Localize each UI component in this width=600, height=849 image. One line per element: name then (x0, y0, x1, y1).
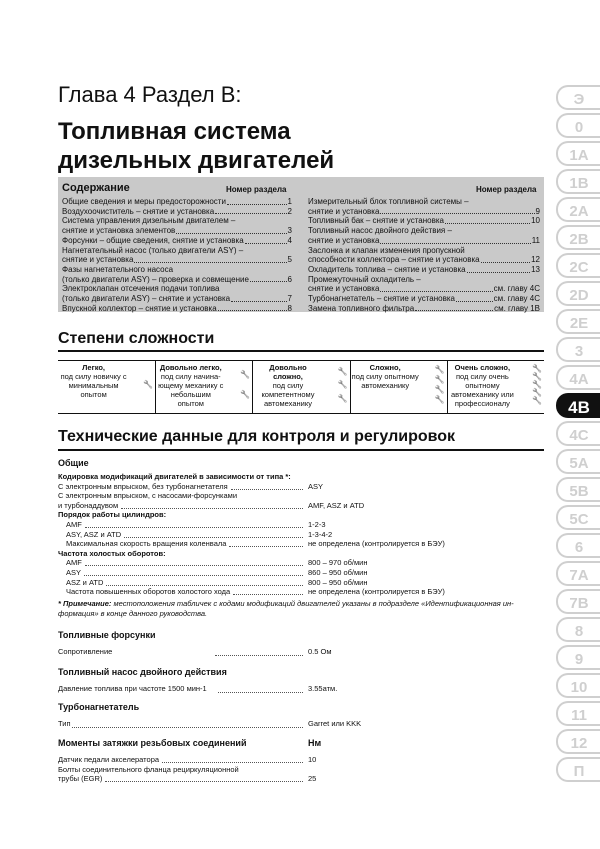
difficulty-description: под силу очень опытному автомеханику или профессионалу (450, 372, 514, 408)
contents-entry-title: Измерительный блок топливной системы – (308, 197, 469, 206)
difficulty-text (449, 363, 516, 408)
contents-entry (62, 265, 292, 275)
footnote (58, 599, 544, 618)
leader-dots (218, 310, 287, 311)
leader-dots (176, 233, 286, 234)
page-title (58, 117, 334, 175)
turbo-value: Garret или KKK (308, 719, 362, 728)
difficulty-description: под силу новичку с минимальным опытом (60, 372, 127, 399)
contents-entry (308, 265, 540, 275)
leader-dots (85, 565, 303, 566)
contents-entry-number: 12 (531, 255, 540, 265)
chapter-tab[interactable]: 2A (556, 197, 600, 222)
contents-entry-number: см. главу 1В (494, 303, 540, 313)
title-line-1: Топливная система (58, 118, 291, 145)
spec-value: 25 (308, 774, 317, 784)
contents-entry (62, 255, 292, 265)
contents-entry-number: 1 (287, 197, 292, 206)
leader-dots (84, 575, 303, 576)
difficulty-level (155, 361, 253, 413)
chapter-tab[interactable]: 2E (556, 309, 600, 334)
contents-entry (308, 207, 540, 217)
leader-dots (380, 243, 530, 244)
chapter-tab[interactable]: 1A (556, 141, 600, 166)
difficulty-label: Довольно легко, (159, 363, 222, 372)
spec-value: 800 – 970 об/мин (308, 558, 368, 568)
spanner-icon: 🔧 (143, 380, 152, 389)
contents-entry (308, 236, 540, 246)
spec-label: трубы (EGR) (58, 774, 103, 784)
contents-entry-number: 9 (535, 206, 540, 216)
chapter-tab[interactable]: 4A (556, 365, 600, 390)
leader-dots (162, 762, 303, 763)
contents-entry-title: Замена топливного фильтра (308, 303, 415, 313)
leader-dots (124, 537, 303, 538)
contents-entry-number: 4 (287, 235, 292, 245)
contents-entry-title: Система управления дизельным двигателем – (62, 216, 236, 226)
specs-rule (58, 449, 544, 451)
spec-value: ASY (308, 481, 324, 491)
chapter-tab[interactable]: 3 (556, 337, 600, 362)
leader-dots (227, 204, 287, 205)
spec-row (58, 774, 544, 783)
leader-dots (231, 489, 303, 490)
spec-value: не определена (контролируется в БЭУ) (308, 587, 445, 597)
contents-entry (308, 197, 540, 207)
spec-label: Частота повышенных оборотов холостого хода (66, 587, 231, 597)
leader-dots (85, 527, 303, 528)
contents-entry-title: Впускной коллектор – снятие и установка (62, 303, 217, 313)
contents-entry-number: 3 (287, 226, 292, 236)
spec-value: 1-3-4-2 (308, 529, 333, 539)
contents-entry-title: Электроклапан отсечения подачи топлива (62, 284, 220, 294)
difficulty-text (157, 363, 224, 408)
difficulty-label: Легко, (82, 363, 106, 372)
chapter-tab[interactable]: 6 (556, 533, 600, 558)
chapter-tab[interactable]: 4B (556, 393, 600, 418)
contents-entry-title: Заслонка и клапан изменения пропускной (308, 245, 465, 255)
spec-value: 800 – 950 об/мин (308, 577, 368, 587)
contents-entry-number: см. главу 4С (493, 284, 540, 294)
spec-row (58, 755, 544, 764)
chapter-tab[interactable]: 5A (556, 449, 600, 474)
spec-row (58, 520, 544, 529)
spec-label: Кодировка модификаций двигателей в зависимости от типа *: (58, 472, 291, 481)
injectors-subheading: Топливные форсунки (58, 630, 156, 640)
leader-dots (229, 546, 303, 547)
chapter-label: Глава 4 Раздел В: (58, 82, 242, 107)
leader-dots (106, 585, 303, 586)
spec-label: Датчик педали акселератора (58, 755, 160, 764)
specs-heading: Технические данные для контроля и регулировок (58, 428, 456, 445)
spec-label: и турбонаддувом (58, 500, 119, 510)
spec-row (58, 491, 544, 500)
chapter-tab[interactable]: 5B (556, 477, 600, 502)
contents-entry-number: 11 (531, 235, 540, 245)
leader-dots (121, 508, 303, 509)
contents-entry-title: Общие сведения и меры предосторожности (62, 197, 226, 206)
chapter-tab[interactable]: 12 (556, 729, 600, 754)
contents-entry (62, 226, 292, 236)
spec-value: не определена (контролируется в БЭУ) (308, 539, 445, 549)
leader-dots (134, 262, 286, 263)
contents-entry-title: Воздухоочиститель – снятие и установка (62, 206, 215, 216)
spec-label: Частота холостых оборотов: (58, 548, 166, 558)
injectors-value: 0.5 Ом (308, 647, 332, 656)
contents-right-column (308, 197, 540, 313)
contents-entry (308, 246, 540, 256)
spec-label: Болты соединительного фланца рециркуляционной (58, 764, 239, 774)
title-line-2: дизельных двигателей (58, 147, 335, 174)
spec-label: С электронным впрыском, с насосами-форсунками (58, 491, 238, 501)
leader-dots (231, 301, 286, 302)
leader-dots (481, 262, 530, 263)
contents-heading: Содержание (62, 182, 130, 194)
difficulty-level (447, 361, 544, 413)
contents-entry-title: снятие и установка элементов (62, 226, 176, 236)
spec-row (58, 510, 544, 519)
contents-entry (62, 284, 292, 294)
chapter-tab[interactable]: 0 (556, 113, 600, 138)
spec-row (58, 568, 544, 577)
contents-entry (308, 255, 540, 265)
spec-label: ASZ и ATD (66, 577, 104, 587)
contents-entry-title: снятие и установка (308, 284, 380, 294)
spec-value: 10 (308, 755, 317, 764)
spec-row (58, 482, 544, 491)
contents-entry (308, 304, 540, 314)
contents-entry (308, 275, 540, 285)
difficulty-text (60, 363, 127, 399)
torque-unit: Нм (308, 738, 322, 748)
difficulty-text (254, 363, 321, 408)
spec-row (58, 501, 544, 510)
contents-entry-number: 10 (531, 216, 540, 226)
difficulty-level (350, 361, 448, 413)
footnote-text: местоположения табличек с кодами модификаций двигателей указаны в подразделе «Идентификационная ин-формация» в конце данного руководства. (58, 599, 514, 618)
spec-row (58, 578, 544, 587)
leader-dots (380, 213, 534, 214)
difficulty-level (252, 361, 350, 413)
chapter-tab[interactable]: 4C (556, 421, 600, 446)
spec-label: ASY (66, 568, 82, 577)
contents-entry (308, 294, 540, 304)
spec-label: С электронным впрыском, без турбонагнетателя (58, 481, 228, 491)
chapter-tab[interactable]: Э (556, 85, 600, 110)
difficulty-text (352, 363, 419, 390)
difficulty-level (58, 361, 156, 413)
contents-entry-title: снятие и установка (308, 235, 380, 245)
contents-entry-number: см. главу 4С (493, 294, 540, 304)
contents-entry-number: 7 (287, 294, 292, 304)
spec-row (58, 558, 544, 567)
spec-label: ASY, ASZ и ATD (66, 529, 122, 539)
leader-dots (456, 301, 493, 302)
leader-dots (445, 223, 530, 224)
leader-dots (233, 594, 303, 595)
contents-entry (308, 226, 540, 236)
contents-entry-title: Турбонагнетатель – снятие и установка (308, 294, 455, 304)
contents-entry (62, 246, 292, 256)
contents-entry-title: снятие и установка (62, 255, 134, 265)
turbo-subheading: Турбонагнетатель (58, 702, 140, 712)
spec-row (58, 530, 544, 539)
leader-dots (215, 655, 303, 656)
leader-dots (72, 727, 303, 728)
difficulty-label: Сложно, (369, 363, 401, 372)
chapter-tab[interactable]: П (556, 757, 600, 782)
contents-entry (62, 207, 292, 217)
difficulty-label: Очень сложно, (454, 363, 511, 372)
chapter-tab[interactable]: 1B (556, 169, 600, 194)
contents-entry (62, 275, 292, 285)
spanner-icon: 🔧 🔧 🔧 🔧 🔧 (532, 364, 540, 405)
spanner-icon: 🔧 🔧 🔧 🔧 (434, 365, 443, 404)
contents-entry (308, 216, 540, 226)
turbo-label: Тип (58, 719, 71, 728)
leader-dots (215, 213, 286, 214)
difficulty-description: под силу начина-ющему механику с небольшим опытом (158, 372, 224, 408)
contents-entry-number: 2 (287, 206, 292, 216)
chapter-tab[interactable]: 7A (556, 561, 600, 586)
spec-row (58, 472, 544, 481)
contents-entry-title: Нагнетательный насос (только двигатели ASY) – (62, 245, 244, 255)
leader-dots (467, 272, 530, 273)
spec-value: AMF, ASZ и ATD (308, 500, 365, 510)
spanner-icon: 🔧 🔧 (240, 370, 249, 399)
chapter-tab[interactable]: 8 (556, 617, 600, 642)
leader-dots (218, 692, 303, 693)
difficulty-label: Довольно сложно, (269, 363, 307, 381)
chapter-tab[interactable]: 2B (556, 225, 600, 250)
difficulty-scale (58, 360, 544, 414)
contents-entry (62, 304, 292, 314)
contents-entry-title: снятие и установка (308, 206, 380, 216)
contents-entry-title: Промежуточный охладитель – (308, 274, 421, 284)
torque-subheading: Моменты затяжки резьбовых соединений (58, 738, 247, 748)
contents-entry-title: Фазы нагнетательного насоса (62, 264, 174, 274)
spec-row (58, 539, 544, 548)
contents-entry-number: 6 (287, 274, 292, 284)
general-subheading: Общие (58, 458, 89, 468)
contents-entry-number: 13 (531, 264, 540, 274)
contents-entry-title: (только двигатели ASY) – снятие и установка (62, 294, 231, 304)
pump-subheading: Топливный насос двойного действия (58, 667, 227, 677)
injectors-label: Сопротивление (58, 647, 113, 656)
pump-value: 3.55атм. (308, 684, 338, 693)
chapter-tab[interactable]: 5C (556, 505, 600, 530)
spec-row (58, 549, 544, 558)
difficulty-description: под силу опытному автомеханику (351, 372, 419, 390)
contents-box (58, 177, 544, 312)
contents-entry-title: способности коллектора – снятие и установка (308, 255, 480, 265)
spec-label: Порядок работы цилиндров: (58, 510, 167, 520)
spec-value: 1-2-3 (308, 520, 326, 529)
contents-entry (62, 236, 292, 246)
spec-label: AMF (66, 558, 82, 568)
leader-dots (250, 281, 287, 282)
chapter-tab[interactable]: 9 (556, 645, 600, 670)
difficulty-heading: Степени сложности (58, 330, 215, 347)
contents-entry-number: 8 (287, 303, 292, 313)
contents-entry-title: Топливный бак – снятие и установка (308, 216, 444, 226)
chapter-tab[interactable]: 7B (556, 589, 600, 614)
leader-dots (245, 243, 287, 244)
chapter-tab[interactable]: 2C (556, 253, 600, 278)
contents-entry-number: 5 (287, 255, 292, 265)
contents-entry (62, 216, 292, 226)
chapter-tab[interactable]: 2D (556, 281, 600, 306)
contents-entry (308, 284, 540, 294)
contents-entry-title: Охладитель топлива – снятие и установка (308, 264, 466, 274)
leader-dots (380, 291, 492, 292)
chapter-tab[interactable]: 11 (556, 701, 600, 726)
contents-entry (62, 294, 292, 304)
chapter-tab[interactable]: 10 (556, 673, 600, 698)
contents-left-column (62, 197, 292, 313)
pump-label: Давление топлива при частоте 1500 мин-1 (58, 684, 207, 693)
leader-dots (415, 310, 493, 311)
contents-entry-title: (только двигатели ASY) – проверка и совмещение (62, 274, 249, 284)
difficulty-rule (58, 350, 544, 352)
contents-entry-title: Топливный насос двойного действия – (308, 226, 452, 236)
contents-col-label-left: Номер раздела (226, 185, 287, 194)
spec-row (58, 587, 544, 596)
difficulty-description: под силу компетентному автомеханику (261, 381, 315, 408)
footnote-label: * Примечание: (58, 599, 112, 608)
contents-entry (62, 197, 292, 207)
spec-value: 860 – 950 об/мин (308, 568, 368, 577)
spec-row (58, 765, 544, 774)
leader-dots (105, 781, 303, 782)
spec-label: Максимальная скорость вращения коленвала (66, 539, 227, 549)
contents-entry-title: Форсунки – общие сведения, снятие и установка (62, 235, 244, 245)
spanner-icon: 🔧 🔧 🔧 (337, 367, 346, 403)
spec-label: AMF (66, 520, 82, 529)
contents-col-label-right: Номер раздела (476, 185, 537, 194)
